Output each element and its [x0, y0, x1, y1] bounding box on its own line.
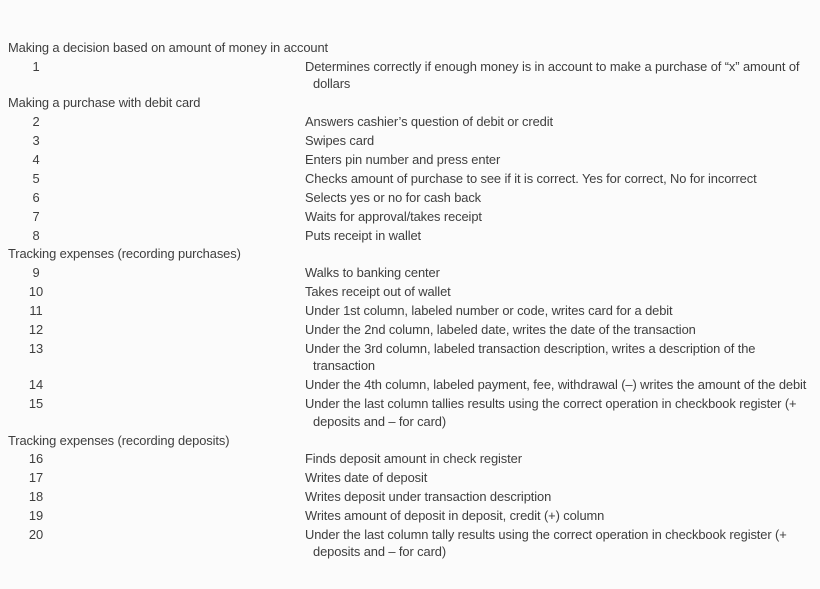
section-header: Making a purchase with debit card [8, 95, 201, 111]
task-row [0, 302, 820, 320]
task-row [0, 227, 820, 245]
task-row [0, 264, 820, 282]
item-number: 13 [28, 340, 44, 356]
task-row [0, 507, 820, 525]
item-number: 15 [28, 396, 44, 412]
item-description: Swipes card [305, 133, 375, 149]
task-row [0, 208, 820, 226]
task-row [0, 526, 820, 561]
task-row [0, 189, 820, 207]
item-number: 16 [28, 451, 44, 467]
section-header: Tracking expenses (recording deposits) [8, 432, 230, 448]
task-row [0, 450, 820, 468]
task-row [0, 321, 820, 339]
item-description: Under the 4th column, labeled payment, fee, withdrawal (–) writes the amount of the debit [305, 377, 807, 393]
section-header: Tracking expenses (recording purchases) [8, 246, 241, 262]
item-number: 14 [28, 377, 44, 393]
task-row [0, 340, 820, 375]
item-number: 9 [32, 265, 40, 281]
item-description: Puts receipt in wallet [305, 227, 422, 243]
item-number: 20 [28, 526, 44, 542]
item-description: Writes date of deposit [305, 470, 428, 486]
task-row [0, 488, 820, 506]
task-row [0, 58, 820, 93]
item-description: Answers cashier’s question of debit or credit [305, 114, 553, 130]
item-number: 2 [32, 114, 40, 130]
item-number: 11 [29, 303, 43, 319]
section-header: Making a decision based on amount of money in account [8, 40, 329, 55]
item-description: Determines correctly if enough money is in account to make a purchase of “x” amount of dollars [305, 58, 800, 92]
task-row [0, 151, 820, 169]
item-description: Under the last column tallies results using the correct operation in checkbook register (+ deposits and – for card) [305, 396, 797, 429]
item-description: Writes amount of deposit in deposit, credit (+) column [305, 508, 605, 524]
item-description: Takes receipt out of wallet [305, 284, 451, 300]
item-description: Under the last column tally results using the correct operation in checkbook register (+ deposits and – for card) [305, 526, 787, 560]
task-row [0, 283, 820, 301]
item-description: Waits for approval/takes receipt [305, 208, 482, 224]
item-number: 8 [32, 227, 40, 243]
item-description: Writes deposit under transaction description [305, 489, 552, 505]
task-row [0, 395, 820, 430]
item-description: Selects yes or no for cash back [305, 189, 482, 205]
item-description: Under 1st column, labeled number or code, writes card for a debit [305, 303, 673, 319]
item-number: 3 [32, 133, 40, 149]
item-number: 19 [28, 508, 44, 524]
task-row [0, 376, 820, 394]
item-number: 18 [28, 489, 44, 505]
item-number: 1 [32, 58, 40, 74]
task-row [0, 170, 820, 188]
task-row [0, 469, 820, 487]
item-description: Checks amount of purchase to see if it is correct. Yes for correct, No for incorrect [305, 170, 757, 186]
task-row [0, 132, 820, 150]
item-number: 5 [32, 170, 40, 186]
item-number: 12 [28, 321, 44, 337]
item-number: 7 [32, 208, 40, 224]
item-description: Finds deposit amount in check register [305, 451, 522, 467]
item-number: 10 [28, 284, 44, 300]
item-number: 17 [28, 470, 44, 486]
item-description: Walks to banking center [305, 265, 440, 281]
item-number: 6 [32, 189, 40, 205]
item-description: Enters pin number and press enter [305, 151, 501, 167]
task-row [0, 113, 820, 131]
item-number: 4 [32, 151, 40, 167]
item-description: Under the 3rd column, labeled transaction description, writes a description of the transaction [305, 340, 756, 374]
item-description: Under the 2nd column, labeled date, writes the date of the transaction [305, 321, 696, 337]
